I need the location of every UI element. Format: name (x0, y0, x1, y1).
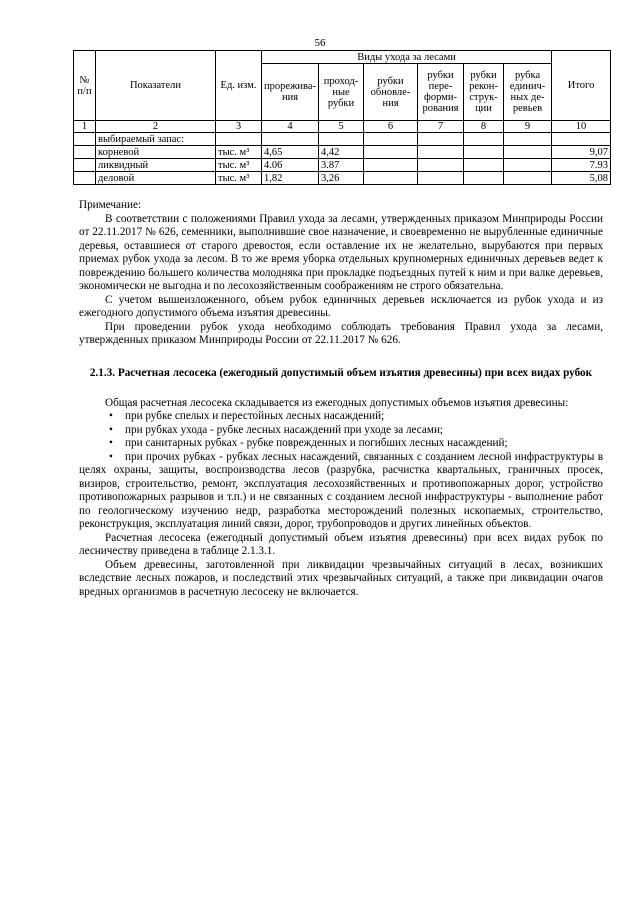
list-item: • при прочих рубках - рубках лесных насаждений, связанных с созданием лесной инфраструктуры в целях охраны, защиты, воспроизводства лесов (разрубка, расчистка квартальных, граничных просек, визиров, строительство, ремонт, эксплуатация лесохозяйственных и противопожарных дорог, устройство противопожарных разрывов и т.п.) и не связанных с созданием лесной инфраструктуры - выполнение работ по геологическому изучению недр, разработка месторождений полезных ископаемых, строительство, реконструкция, эксплуатация линий связи, дорог, трубопроводов и других линейных объектов. (79, 451, 603, 532)
index-cell: 5 (319, 121, 364, 133)
total-cell: 7.93 (552, 159, 611, 172)
col-header-indicator: Показатели (96, 51, 216, 121)
emergency-paragraph: Объем древесины, заготовленной при ликвидации чрезвычайных ситуаций в лесах, возникших вследствие лесных пожаров, и последствий этих чрезвычайных ситуаций, а также при ликвидации очагов вредных организмов в расчетную лесосеку не включается. (79, 558, 603, 598)
index-cell: 1 (74, 121, 96, 133)
note-paragraph: В соответствии с положениями Правил ухода за лесами, утвержденных приказом Минприроды России от 22.11.2017 № 626, семенники, выполнившие свое назначение, и своевременно не вырубленные единичные деревья, оставшиеся от старого древостоя, если оставление их не желательно, вырубаются при первых приемах рубок ухода за лесом. В то же время уборка отдельных крупномерных единичных деревьев ведет к повреждению большего количества молодняка при прокладке подъездных путей к ним и при валке деревьев, экономически не выгодна и по лесохозяйственным соображениям не строго обязательна. (79, 212, 603, 292)
indicator-cell: корневой (96, 146, 216, 159)
section-label: выбираемый запас: (96, 133, 216, 146)
index-cell: 9 (504, 121, 552, 133)
table-index-row (74, 121, 611, 133)
index-cell: 6 (364, 121, 418, 133)
col-header-renewal-felling: рубки обновле-ния (364, 64, 418, 121)
table-row (74, 159, 611, 172)
passage-cell: 3,26 (319, 172, 364, 185)
index-cell: 7 (418, 121, 464, 133)
total-cell: 9,07 (552, 146, 611, 159)
note-paragraph: При проведении рубок ухода необходимо соблюдать требования Правил ухода за лесами, утвержденных приказом Минприроды России от 22.11.2017 № 626. (79, 320, 603, 346)
document-body (79, 199, 603, 599)
unit-cell: тыс. м³ (216, 159, 262, 172)
col-header-unit: Ед. изм. (216, 51, 262, 121)
index-cell: 8 (464, 121, 504, 133)
col-header-number: № п/п (74, 51, 96, 121)
felling-volume-table (73, 50, 611, 185)
index-cell: 4 (262, 121, 319, 133)
col-header-thinning: прорежива-ния (262, 64, 319, 121)
indicator-cell: ликвидный (96, 159, 216, 172)
unit-cell: тыс. м³ (216, 146, 262, 159)
list-item: • при рубках ухода - рубке лесных насаждений при уходе за лесами; (79, 424, 603, 438)
passage-cell: 4,42 (319, 146, 364, 159)
table-reference-paragraph: Расчетная лесосека (ежегодный допустимый объем изъятия древесины) при всех видах рубок по лесничеству приведена в таблице 2.1.3.1. (79, 531, 603, 557)
col-header-reconstruction-felling: рубки рекон-струк-ции (464, 64, 504, 121)
thinning-cell: 4,65 (262, 146, 319, 159)
unit-cell: тыс. м³ (216, 172, 262, 185)
indicator-cell: деловой (96, 172, 216, 185)
index-cell: 10 (552, 121, 611, 133)
thinning-cell: 4.06 (262, 159, 319, 172)
col-header-total: Итого (552, 51, 611, 121)
table-row-section (74, 133, 611, 146)
table-row (74, 146, 611, 159)
felling-types-list (79, 410, 603, 532)
col-header-reformation-felling: рубки пере-форми-рования (418, 64, 464, 121)
page-number: 56 (314, 37, 326, 49)
col-header-single-tree-felling: рубка единич-ных де-ревьев (504, 64, 552, 121)
list-item: • при рубке спелых и перестойных лесных насаждений; (79, 410, 603, 424)
total-cell: 5,08 (552, 172, 611, 185)
table-row (74, 172, 611, 185)
index-cell: 3 (216, 121, 262, 133)
group-header-care-types: Виды ухода за лесами (262, 51, 552, 64)
thinning-cell: 1,82 (262, 172, 319, 185)
col-header-passage-felling: проход-ные рубки (319, 64, 364, 121)
section-intro: Общая расчетная лесосека складывается из ежегодных допустимых объемов изъятия древесины: (105, 396, 569, 409)
passage-cell: 3.87 (319, 159, 364, 172)
list-item: • при санитарных рубках - рубке поврежденных и погибших лесных насаждений; (79, 437, 603, 451)
section-heading: 2.1.3. Расчетная лесосека (ежегодный допустимый объем изъятия древесины) при всех видах рубок (89, 366, 593, 379)
index-cell: 2 (96, 121, 216, 133)
note-label: Примечание: (79, 199, 142, 211)
note-paragraph: С учетом вышеизложенного, объем рубок единичных деревьев исключается из рубок ухода и из ежегодного допустимого объема изъятия древесины. (79, 293, 603, 319)
